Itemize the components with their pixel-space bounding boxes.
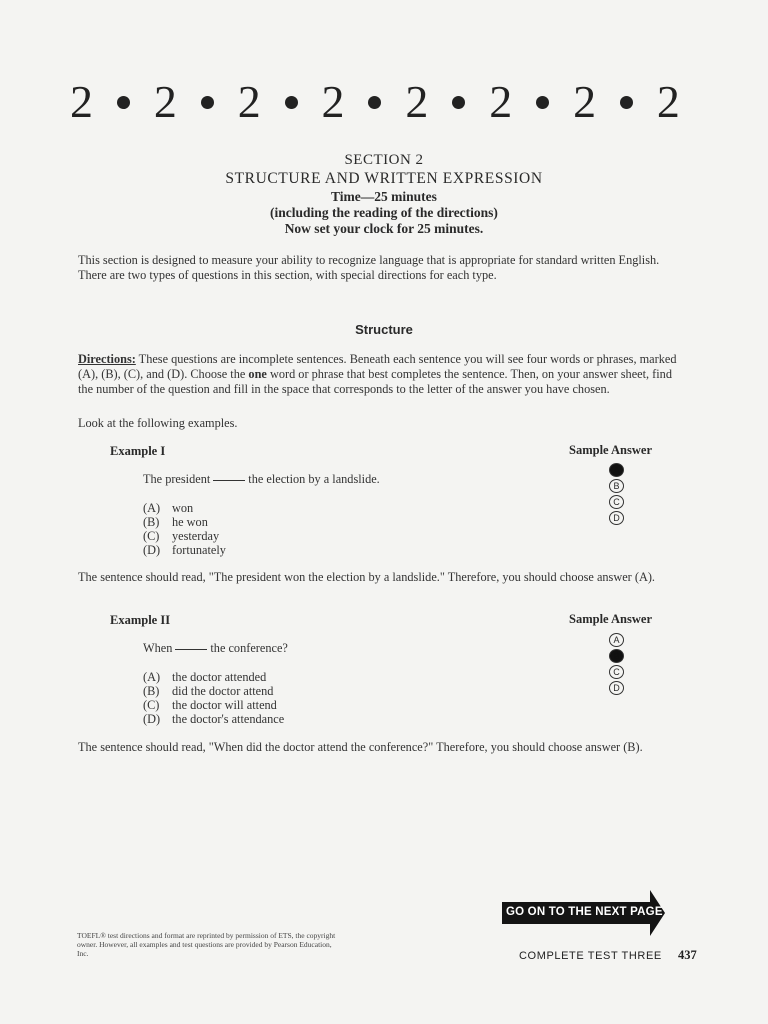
banner-number: 2 <box>489 76 513 127</box>
option-text: did the doctor attend <box>172 684 274 698</box>
answer-bubble: C <box>609 495 624 509</box>
option-letter: (C) <box>143 529 160 543</box>
example-1-label: Example I <box>110 444 166 458</box>
option-item <box>143 684 284 698</box>
directions-label: Directions: <box>78 352 136 366</box>
answer-blank <box>213 480 245 481</box>
structure-heading: Structure <box>355 322 413 337</box>
option-text: the doctor attended <box>172 670 267 684</box>
option-text: won <box>172 501 194 515</box>
answer-bubble: D <box>609 511 624 525</box>
answer-blank <box>175 649 207 650</box>
banner-number: 2 <box>237 76 261 127</box>
option-text: the doctor will attend <box>172 698 277 712</box>
bullet-dot <box>452 96 465 109</box>
option-text: he won <box>172 515 208 529</box>
answer-bubble: B <box>609 649 624 663</box>
test-name: COMPLETE TEST THREE <box>519 950 662 962</box>
option-item <box>143 501 226 515</box>
option-item <box>143 670 284 684</box>
sample-answer-label: Sample Answer <box>569 612 652 626</box>
stem-before: The president <box>143 472 211 486</box>
stem-after: the election by a landslide. <box>248 472 380 486</box>
example-2-label: Example II <box>110 613 171 627</box>
bullet-dot <box>201 96 214 109</box>
option-item <box>143 543 226 557</box>
example-2-stem <box>143 641 288 656</box>
option-letter: (A) <box>143 501 161 515</box>
bullet-dot <box>368 96 381 109</box>
directions-text-a: These questions are incomplete sentences. Beneath each sentence you will see four words or phrases, marked (A), (B), (C), and (D). Choose the <box>78 352 677 381</box>
bullet-dot <box>536 96 549 109</box>
option-letter: (D) <box>143 543 161 557</box>
example-2-explanation: The sentence should read, "When did the doctor attend the conference?" Therefore, you should choose answer (B). <box>78 740 643 754</box>
option-item <box>143 515 226 529</box>
page-number: 437 <box>678 948 697 962</box>
option-letter: (D) <box>143 712 161 726</box>
bullet-dot <box>117 96 130 109</box>
answer-bubble: A <box>609 633 624 647</box>
answer-bubble: D <box>609 681 624 695</box>
directions-emphasis: one <box>248 367 267 381</box>
option-text: fortunately <box>172 543 226 557</box>
bullet-dot <box>285 96 298 109</box>
answer-bubble: C <box>609 665 624 679</box>
directions-paragraph <box>78 352 678 397</box>
section-clock-instruction: Now set your clock for 25 minutes. <box>284 221 484 236</box>
example-2-answer-bubbles <box>609 633 625 697</box>
banner-number: 2 <box>573 76 597 127</box>
directions-text-b: word or phrase that best completes the sentence. Then, on your answer sheet, find the number of the question and fill in the space that corresponds to the letter of the answer you have chosen. <box>78 367 672 396</box>
section-number-banner <box>70 78 680 126</box>
example-1-explanation: The sentence should read, "The president won the election by a landslide." Therefore, you should choose answer (A). <box>78 570 655 584</box>
copyright-footnote: TOEFL® test directions and format are reprinted by permission of ETS, the copyright owner. However, all examples and test questions are provided by Pearson Education, Inc. <box>77 931 336 958</box>
stem-before: When <box>143 641 173 655</box>
section-including: (including the reading of the directions) <box>270 205 498 220</box>
banner-number: 2 <box>70 76 93 127</box>
option-item <box>143 529 226 543</box>
option-text: yesterday <box>172 529 220 543</box>
option-letter: (B) <box>143 515 160 529</box>
stem-after: the conference? <box>210 641 288 655</box>
look-examples-text: Look at the following examples. <box>78 416 238 430</box>
banner-number: 2 <box>405 76 429 127</box>
option-text: the doctor's attendance <box>172 712 285 726</box>
example-2-options <box>143 670 284 726</box>
go-on-label: GO ON TO THE NEXT PAGE <box>506 906 663 918</box>
banner-number: 2 <box>153 76 177 127</box>
example-1-stem <box>143 472 380 487</box>
answer-bubble: A <box>609 463 624 477</box>
answer-bubble: B <box>609 479 624 493</box>
example-1-answer-bubbles <box>609 463 625 527</box>
banner-number: 2 <box>656 76 680 127</box>
banner-number: 2 <box>321 76 345 127</box>
option-letter: (C) <box>143 698 160 712</box>
bullet-dot <box>620 96 633 109</box>
example-1-options <box>143 501 226 557</box>
section-title: STRUCTURE AND WRITTEN EXPRESSION <box>225 170 543 187</box>
option-item <box>143 712 284 726</box>
section-number: SECTION 2 <box>344 152 424 168</box>
section-intro: This section is designed to measure your ability to recognize language that is appropriate for standard written English. There are two types of questions in this section, with special directions for each type. <box>78 253 660 282</box>
section-time: Time—25 minutes <box>331 189 437 204</box>
option-item <box>143 698 284 712</box>
option-letter: (A) <box>143 670 161 684</box>
sample-answer-label: Sample Answer <box>569 443 652 457</box>
option-letter: (B) <box>143 684 160 698</box>
